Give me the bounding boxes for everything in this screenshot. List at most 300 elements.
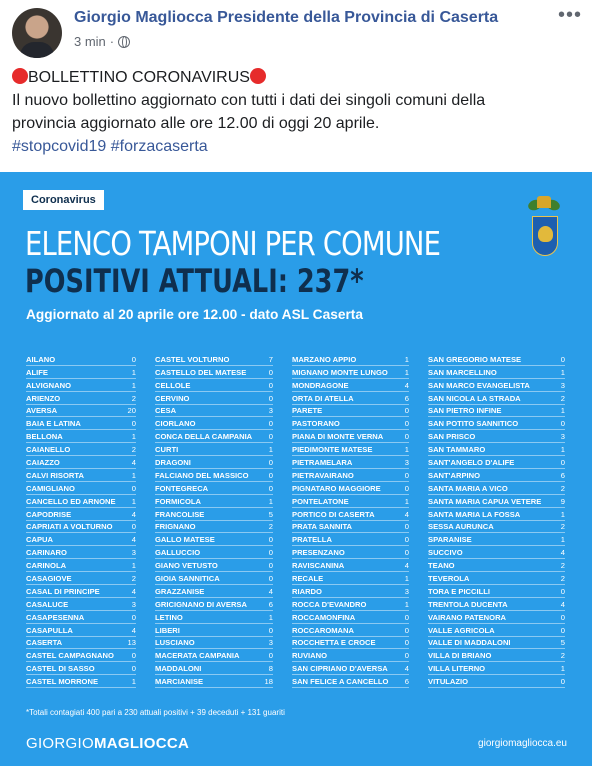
brand-logo (26, 735, 189, 752)
positive-count: 0 (404, 651, 409, 661)
municipality-name: GRAZZANISE (155, 586, 205, 596)
municipality-name: MARZANO APPIO (292, 354, 357, 364)
table-row (155, 637, 273, 650)
municipality-table (26, 353, 574, 693)
table-row (292, 585, 409, 598)
positive-count: 0 (404, 419, 409, 429)
municipality-name: FRANCOLISE (155, 509, 205, 519)
positive-count: 6 (404, 677, 409, 687)
table-row (428, 495, 565, 508)
post-image[interactable] (0, 172, 592, 766)
table-row (26, 624, 136, 637)
positive-count: 4 (404, 509, 409, 519)
positive-count: 0 (131, 354, 136, 364)
table-row (292, 675, 409, 688)
municipality-name: SANTA MARIA CAPUA VETERE (428, 496, 542, 506)
table-row (26, 430, 136, 443)
table-row (26, 662, 136, 675)
municipality-name: CAIAZZO (26, 458, 60, 468)
avatar-suit (20, 42, 54, 58)
table-row (292, 546, 409, 559)
table-row (155, 353, 273, 366)
municipality-name: CIORLANO (155, 419, 196, 429)
municipality-name: CAPRIATI A VOLTURNO (26, 522, 113, 532)
municipality-name: CASAGIOVE (26, 574, 72, 584)
table-row (428, 366, 565, 379)
positive-count: 0 (131, 612, 136, 622)
municipality-name: CAPODRISE (26, 509, 72, 519)
table-row (26, 533, 136, 546)
hashtag-forzacaserta[interactable]: #forzacaserta (110, 138, 208, 155)
brand-first: GIORGIO (26, 735, 94, 752)
positive-count: 0 (268, 574, 273, 584)
positive-count: 0 (268, 651, 273, 661)
municipality-name: SANT'ANGELO D'ALIFE (428, 458, 515, 468)
table-row (428, 456, 565, 469)
table-row (155, 379, 273, 392)
positive-count: 1 (404, 496, 409, 506)
table-row (428, 405, 565, 418)
municipality-name: CASERTA (26, 638, 63, 648)
red-circle-icon (250, 68, 266, 84)
positive-count: 2 (560, 574, 565, 584)
municipality-name: PARETE (292, 406, 323, 416)
municipality-name: TEVEROLA (428, 574, 470, 584)
municipality-name: GALLUCCIO (155, 548, 201, 558)
municipality-name: CASALUCE (26, 599, 69, 609)
positive-count: 4 (131, 509, 136, 519)
municipality-name: ROCCAMONFINA (292, 612, 356, 622)
table-row (155, 624, 273, 637)
municipality-name: MONDRAGONE (292, 380, 349, 390)
positive-count: 0 (560, 354, 565, 364)
municipality-name: ROCCAROMANA (292, 625, 355, 635)
positive-count: 6 (268, 599, 273, 609)
positive-count: 18 (264, 677, 273, 687)
table-row (428, 546, 565, 559)
positive-count: 8 (268, 664, 273, 674)
municipality-name: PORTICO DI CASERTA (292, 509, 375, 519)
table-row (155, 405, 273, 418)
positive-count: 0 (268, 561, 273, 571)
table-row (26, 443, 136, 456)
table-row (292, 495, 409, 508)
positive-count: 0 (560, 419, 565, 429)
positive-count: 0 (404, 522, 409, 532)
table-row (155, 482, 273, 495)
municipality-name: CASTEL DI SASSO (26, 664, 95, 674)
table-row (428, 624, 565, 637)
table-row (26, 495, 136, 508)
table-row (155, 572, 273, 585)
positive-count: 0 (268, 470, 273, 480)
municipality-name: ARIENZO (26, 393, 61, 403)
positive-count: 0 (131, 483, 136, 493)
positive-count: 5 (268, 509, 273, 519)
update-subtitle: Aggiornato al 20 aprile ore 12.00 - dato ASL Caserta (26, 306, 364, 322)
globe-icon[interactable] (118, 36, 130, 48)
positive-count: 0 (404, 432, 409, 442)
table-column-2 (155, 353, 273, 688)
positive-count: 1 (560, 535, 565, 545)
positive-count: 2 (131, 574, 136, 584)
municipality-name: MADDALONI (155, 664, 202, 674)
table-row (26, 637, 136, 650)
table-row (428, 469, 565, 482)
table-row (26, 417, 136, 430)
post-line-1 (12, 66, 582, 89)
positive-count: 0 (268, 535, 273, 545)
municipality-name: LIBERI (155, 625, 180, 635)
table-row (292, 598, 409, 611)
positive-count: 3 (131, 548, 136, 558)
municipality-name: AVERSA (26, 406, 58, 416)
table-row (155, 559, 273, 572)
table-column-3 (292, 353, 409, 688)
municipality-name: GIANO VETUSTO (155, 561, 218, 571)
municipality-name: SAN GREGORIO MATESE (428, 354, 522, 364)
table-row (428, 443, 565, 456)
positive-count: 0 (404, 625, 409, 635)
positive-count: 1 (131, 561, 136, 571)
positive-count: 4 (560, 599, 565, 609)
positive-count: 1 (404, 574, 409, 584)
municipality-name: FRIGNANO (155, 522, 196, 532)
municipality-name: ALVIGNANO (26, 380, 71, 390)
positive-count: 3 (404, 586, 409, 596)
positive-count: 1 (268, 612, 273, 622)
municipality-name: VILLA LITERNO (428, 664, 486, 674)
positive-count: 0 (268, 483, 273, 493)
positive-count: 0 (560, 586, 565, 596)
municipality-name: CASTELLO DEL MATESE (155, 367, 247, 377)
municipality-name: CELLOLE (155, 380, 191, 390)
municipality-name: TRENTOLA DUCENTA (428, 599, 508, 609)
table-row (428, 559, 565, 572)
positive-count: 3 (560, 432, 565, 442)
table-row (292, 430, 409, 443)
table-column-1 (26, 353, 136, 688)
municipality-name: PIANA DI MONTE VERNA (292, 432, 384, 442)
positive-count: 4 (131, 586, 136, 596)
positive-count: 0 (268, 367, 273, 377)
table-row (26, 469, 136, 482)
positive-count: 0 (560, 677, 565, 687)
municipality-name: PIETRAMELARA (292, 458, 353, 468)
positive-count: 6 (560, 470, 565, 480)
positive-count: 20 (127, 406, 136, 416)
municipality-name: MACERATA CAMPANIA (155, 651, 240, 661)
more-options-icon[interactable]: ••• (557, 4, 582, 26)
author-name[interactable]: Giorgio Magliocca Presidente della Provincia di Caserta (74, 9, 499, 26)
positive-count: 1 (404, 445, 409, 455)
table-row (292, 379, 409, 392)
positive-count: 0 (268, 625, 273, 635)
municipality-name: SAN TAMMARO (428, 445, 486, 455)
municipality-name: CERVINO (155, 393, 190, 403)
positive-count: 2 (268, 522, 273, 532)
municipality-name: PRATA SANNITA (292, 522, 353, 532)
table-row (292, 417, 409, 430)
positive-count: 1 (560, 509, 565, 519)
table-row (292, 456, 409, 469)
table-row (155, 456, 273, 469)
positive-count: 2 (131, 393, 136, 403)
municipality-name: FALCIANO DEL MASSICO (155, 470, 249, 480)
table-row (292, 469, 409, 482)
table-row (292, 443, 409, 456)
positive-count: 4 (560, 548, 565, 558)
table-row (428, 482, 565, 495)
positive-count: 0 (268, 548, 273, 558)
positive-count: 1 (131, 367, 136, 377)
table-row (428, 611, 565, 624)
author-avatar[interactable] (12, 8, 62, 58)
municipality-name: SUCCIVO (428, 548, 463, 558)
table-row (155, 598, 273, 611)
table-row (292, 662, 409, 675)
table-row (155, 392, 273, 405)
municipality-name: ROCCA D'EVANDRO (292, 599, 367, 609)
positive-count: 13 (127, 638, 136, 648)
municipality-name: SAN MARCELLINO (428, 367, 497, 377)
positive-count: 5 (560, 638, 565, 648)
municipality-name: CESA (155, 406, 177, 416)
positive-count: 3 (268, 406, 273, 416)
red-circle-icon (12, 68, 28, 84)
municipality-name: ORTA DI ATELLA (292, 393, 354, 403)
municipality-name: PRATELLA (292, 535, 332, 545)
table-row (155, 533, 273, 546)
table-row (155, 430, 273, 443)
table-row (155, 417, 273, 430)
table-row (26, 521, 136, 534)
municipality-name: BAIA E LATINA (26, 419, 81, 429)
table-row (428, 392, 565, 405)
positive-count: 6 (404, 393, 409, 403)
post-header (12, 4, 582, 58)
positive-count: 7 (268, 354, 273, 364)
image-tag: Coronavirus (23, 190, 104, 210)
municipality-name: VITULAZIO (428, 677, 469, 687)
positive-count: 3 (268, 638, 273, 648)
table-row (155, 546, 273, 559)
positive-count: 1 (560, 406, 565, 416)
municipality-name: CASAPULLA (26, 625, 73, 635)
municipality-name: SAN MARCO EVANGELISTA (428, 380, 530, 390)
table-row (428, 675, 565, 688)
positive-count: 1 (560, 367, 565, 377)
table-row (428, 353, 565, 366)
table-row (428, 430, 565, 443)
table-row (26, 675, 136, 688)
municipality-name: LUSCIANO (155, 638, 195, 648)
positive-count: 0 (268, 393, 273, 403)
municipality-name: TEANO (428, 561, 455, 571)
municipality-name: CANCELLO ED ARNONE (26, 496, 116, 506)
table-row (292, 482, 409, 495)
positive-count: 0 (268, 432, 273, 442)
table-row (428, 521, 565, 534)
table-column-4 (428, 353, 565, 688)
positive-count: 4 (404, 380, 409, 390)
municipality-name: ROCCHETTA E CROCE (292, 638, 376, 648)
table-row (428, 379, 565, 392)
municipality-name: GRICIGNANO DI AVERSA (155, 599, 247, 609)
positive-count: 0 (404, 548, 409, 558)
positive-count-title: POSITIVI ATTUALI: 237* (25, 262, 364, 300)
positive-count: 2 (131, 445, 136, 455)
table-row (292, 559, 409, 572)
table-row (26, 392, 136, 405)
positive-count: 2 (560, 522, 565, 532)
municipality-name: VILLA DI BRIANO (428, 651, 492, 661)
municipality-name: CARINARO (26, 548, 67, 558)
post-hashtags (12, 135, 582, 158)
positive-count: 0 (131, 664, 136, 674)
positive-count: 2 (560, 483, 565, 493)
crest-shield (532, 216, 558, 256)
table-row (26, 546, 136, 559)
positive-count: 0 (131, 651, 136, 661)
table-row (155, 495, 273, 508)
positive-count: 4 (131, 458, 136, 468)
table-row (428, 598, 565, 611)
municipality-name: SAN NICOLA LA STRADA (428, 393, 521, 403)
municipality-name: CAMIGLIANO (26, 483, 75, 493)
table-row (155, 366, 273, 379)
table-row (428, 637, 565, 650)
positive-count: 0 (404, 483, 409, 493)
municipality-name: CASAPESENNA (26, 612, 85, 622)
municipality-name: CAIANELLO (26, 445, 71, 455)
table-row (26, 379, 136, 392)
municipality-name: CASTEL CAMPAGNANO (26, 651, 114, 661)
table-row (428, 585, 565, 598)
positive-count: 1 (404, 367, 409, 377)
municipality-name: AILANO (26, 354, 56, 364)
positive-count: 1 (560, 445, 565, 455)
post-meta (74, 34, 130, 49)
positive-count: 1 (131, 380, 136, 390)
table-row (292, 405, 409, 418)
municipality-name: RAVISCANINA (292, 561, 345, 571)
table-row (26, 585, 136, 598)
table-row (155, 443, 273, 456)
table-row (155, 585, 273, 598)
municipality-name: MARCIANISE (155, 677, 204, 687)
positive-count: 0 (268, 458, 273, 468)
municipality-name: SANTA MARIA LA FOSSA (428, 509, 521, 519)
table-row (292, 353, 409, 366)
positive-count: 0 (404, 406, 409, 416)
positive-count: 9 (560, 496, 565, 506)
table-row (26, 353, 136, 366)
table-row (292, 392, 409, 405)
positive-count: 4 (268, 586, 273, 596)
municipality-name: RECALE (292, 574, 324, 584)
table-row (428, 572, 565, 585)
municipality-name: FONTEGRECA (155, 483, 209, 493)
municipality-name: CASAL DI PRINCIPE (26, 586, 100, 596)
positive-count: 0 (560, 612, 565, 622)
brand-last: MAGLIOCCA (93, 735, 190, 752)
positive-count: 0 (560, 625, 565, 635)
positive-count: 1 (268, 445, 273, 455)
positive-count: 0 (131, 419, 136, 429)
table-row (292, 624, 409, 637)
table-row (155, 649, 273, 662)
positive-count: 0 (131, 522, 136, 532)
municipality-name: SAN CIPRIANO D'AVERSA (292, 664, 388, 674)
positive-count: 1 (131, 677, 136, 687)
municipality-name: PIETRAVAIRANO (292, 470, 354, 480)
positive-count: 1 (404, 599, 409, 609)
positive-count: 0 (404, 470, 409, 480)
positive-count: 2 (560, 651, 565, 661)
positive-count: 4 (404, 664, 409, 674)
table-row (292, 611, 409, 624)
positive-count: 1 (131, 470, 136, 480)
municipality-name: GALLO MATESE (155, 535, 215, 545)
municipality-name: CAPUA (26, 535, 54, 545)
municipality-name: VALLE AGRICOLA (428, 625, 495, 635)
table-row (292, 533, 409, 546)
municipality-name: SANT'ARPINO (428, 470, 481, 480)
municipality-name: PIEDIMONTE MATESE (292, 445, 373, 455)
municipality-name: CURTI (155, 445, 179, 455)
table-row (292, 521, 409, 534)
table-row (155, 675, 273, 688)
post-text (12, 66, 582, 158)
post-line-2: Il nuovo bollettino aggiornato con tutti i dati dei singoli comuni della (12, 92, 486, 109)
table-row (155, 662, 273, 675)
municipality-name: LETINO (155, 612, 183, 622)
municipality-name: SAN PIETRO INFINE (428, 406, 502, 416)
positive-count: 1 (560, 664, 565, 674)
table-row (155, 611, 273, 624)
positive-count: 1 (268, 496, 273, 506)
municipality-name: SAN PRISCO (428, 432, 476, 442)
municipality-name: TORA E PICCILLI (428, 586, 491, 596)
website-label: giorgiomagliocca.eu (478, 738, 567, 749)
table-row (26, 559, 136, 572)
table-row (292, 508, 409, 521)
positive-count: 0 (268, 419, 273, 429)
positive-count: 3 (404, 458, 409, 468)
positive-count: 3 (131, 599, 136, 609)
municipality-name: PRESENZANO (292, 548, 345, 558)
municipality-name: CALVI RISORTA (26, 470, 84, 480)
table-row (26, 366, 136, 379)
municipality-name: CARINOLA (26, 561, 67, 571)
table-row (428, 508, 565, 521)
positive-count: 4 (131, 535, 136, 545)
table-row (155, 469, 273, 482)
municipality-name: PIGNATARO MAGGIORE (292, 483, 381, 493)
post-line-3: provincia aggiornato alle ore 12.00 di oggi 20 aprile. (12, 115, 380, 132)
table-row (292, 572, 409, 585)
hashtag-stopcovid19[interactable]: #stopcovid19 (12, 138, 107, 155)
table-row (26, 598, 136, 611)
table-row (292, 637, 409, 650)
table-row (292, 649, 409, 662)
positive-count: 0 (268, 380, 273, 390)
post-time[interactable]: 3 min (74, 34, 106, 49)
positive-count: 0 (560, 458, 565, 468)
table-row (26, 405, 136, 418)
crest-crown (528, 196, 560, 214)
